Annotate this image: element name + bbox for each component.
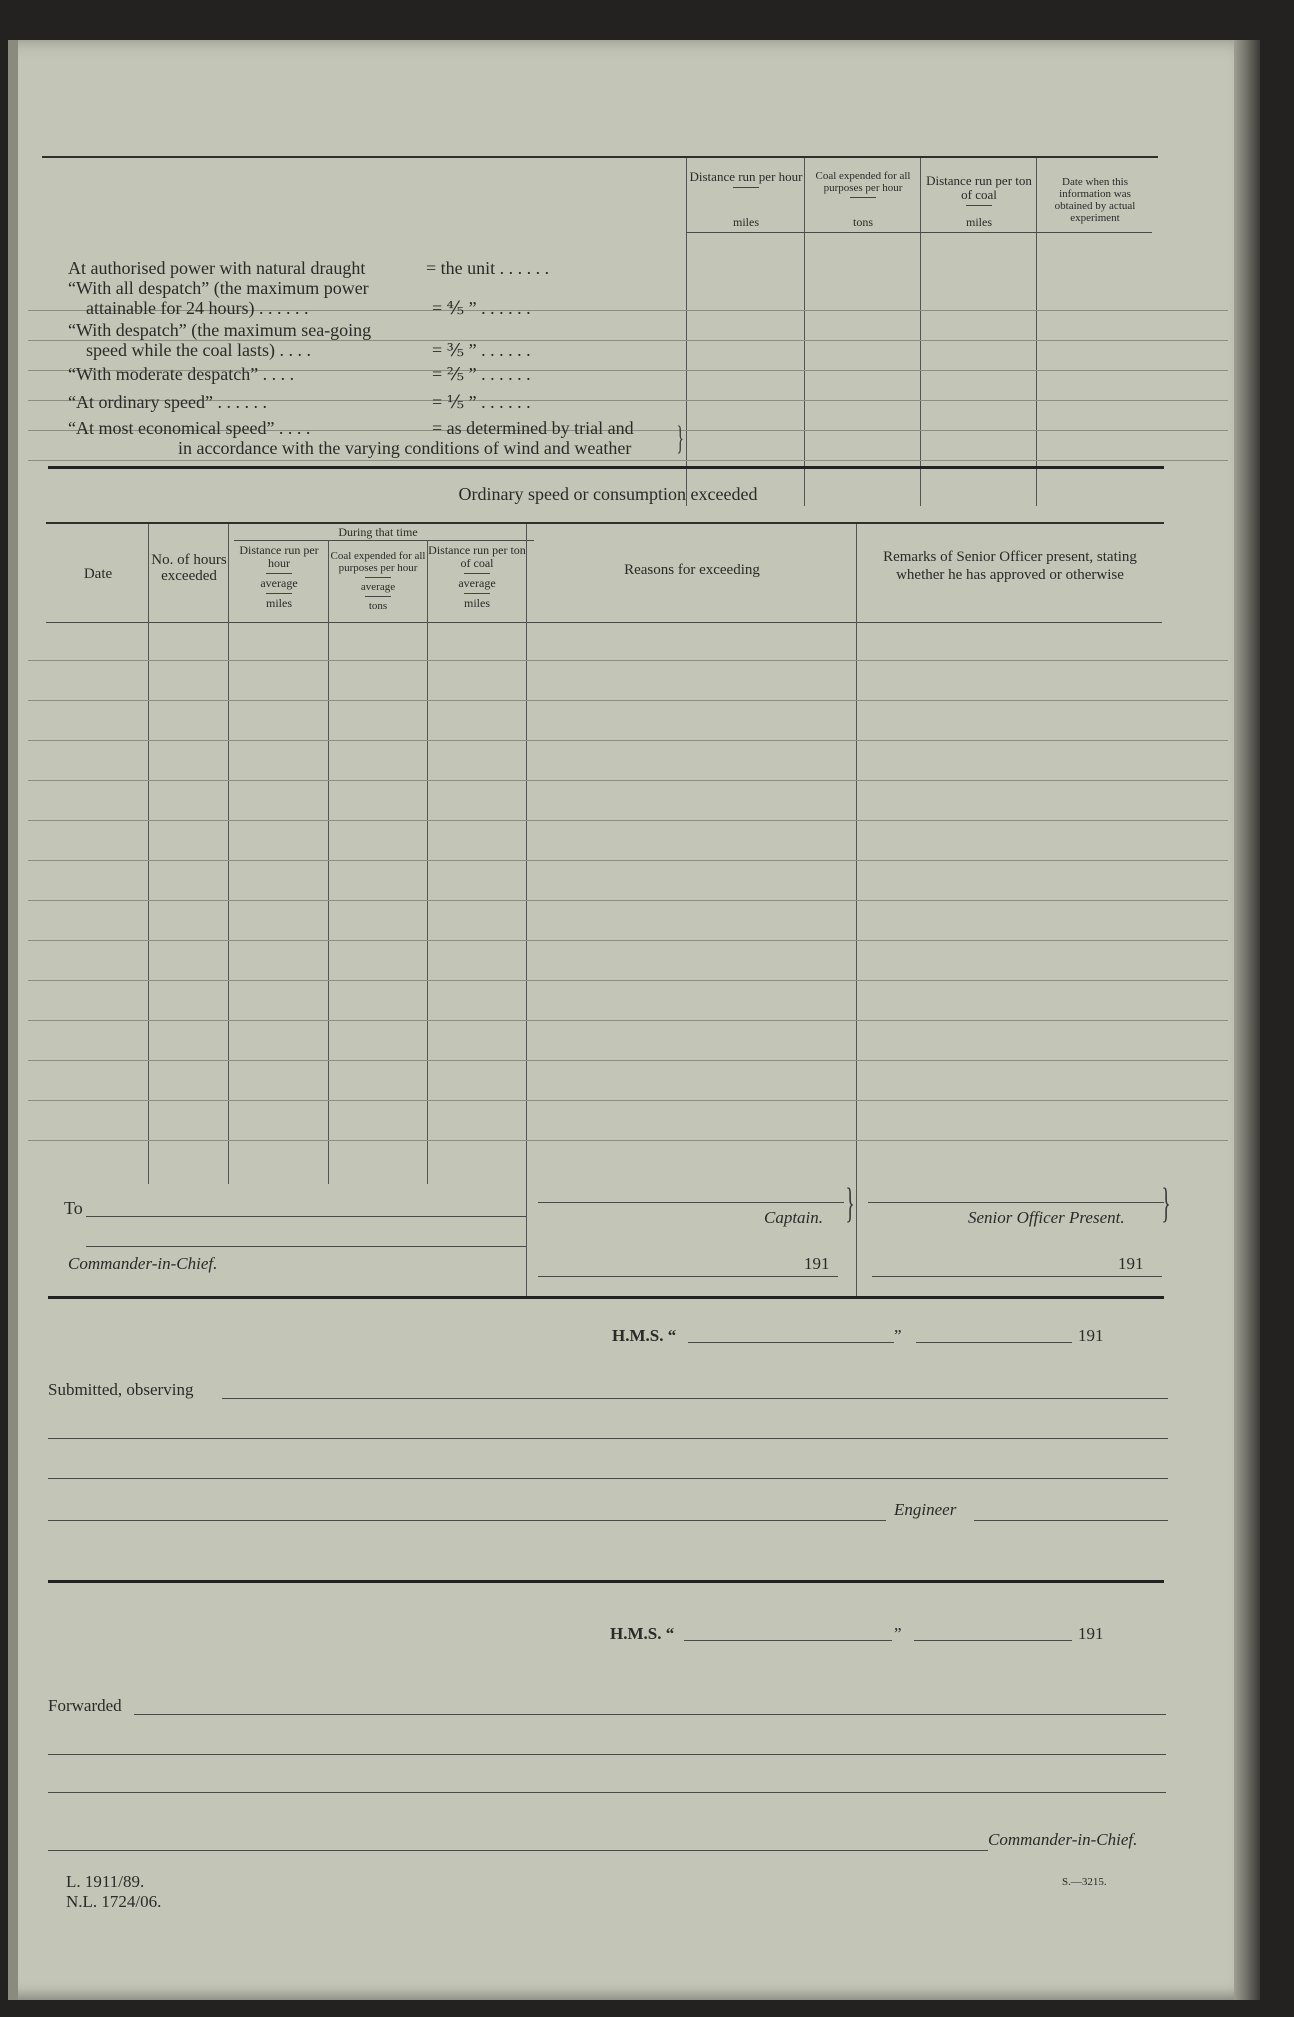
submitted-line-1: [222, 1398, 1168, 1399]
col-date: Date: [83, 566, 113, 582]
footer-ref-1: L. 1911/89.: [66, 1872, 145, 1891]
ruled-line: [28, 1020, 1228, 1021]
submitted-year: 191: [1078, 1326, 1104, 1345]
col-coal-per-hour: Coal expended for all purposes per hour average tons: [330, 550, 426, 612]
col-divider: [228, 524, 229, 1184]
power-row-despatch-value: = ⅗ ” . . . . . .: [432, 340, 531, 360]
ruled-line: [28, 1060, 1228, 1061]
section-rule: [48, 466, 1164, 469]
col-distance-per-ton: Distance run per ton of coal average miles: [428, 543, 526, 610]
header-col-date-experiment: Date when this information was obtained by actual experiment: [1054, 176, 1136, 224]
ruled-line: [28, 860, 1228, 861]
page-spine: [8, 40, 18, 2000]
header-col-coal: Coal expended for all purposes per hour: [806, 170, 920, 201]
ruled-line: [28, 780, 1228, 781]
col-divider: [328, 540, 329, 1184]
forwarded-label: Forwarded: [48, 1696, 122, 1715]
to-commander-label: Commander-in-Chief.: [68, 1254, 218, 1273]
submitted-date-line: [916, 1342, 1072, 1343]
col-remarks: Remarks of Senior Officer present, stating whether he has approved or otherwise: [883, 549, 1137, 583]
forwarded-line-3: [48, 1792, 1166, 1793]
power-row-all-despatch-value: = ⅘ ” . . . . . .: [432, 298, 531, 318]
forwarded-ship-name-line: [684, 1640, 892, 1641]
captain-date-line: [538, 1276, 838, 1277]
ruled-line: [28, 900, 1228, 901]
to-line: [86, 1216, 526, 1217]
col-divider: [804, 158, 805, 506]
section-rule: [48, 1580, 1164, 1583]
submitted-line-4: [48, 1520, 886, 1521]
ruled-line: [28, 740, 1228, 741]
power-row-moderate-value: = ⅖ ” . . . . . .: [432, 364, 531, 384]
forwarded-close-quote: ”: [894, 1624, 902, 1643]
captain-year: 191: [804, 1254, 830, 1273]
submitted-ship-name-line: [688, 1342, 894, 1343]
header-unit-miles: miles: [733, 215, 759, 229]
power-row-despatch: “With despatch” (the maximum sea-going: [68, 320, 372, 340]
col-distance-per-hour: Distance run per hour average miles: [239, 543, 319, 610]
power-row-all-despatch-2: attainable for 24 hours) . . . . . .: [86, 298, 309, 318]
power-row-ordinary: “At ordinary speed” . . . . . .: [68, 392, 267, 412]
ruled-line: [28, 940, 1228, 941]
power-row-moderate: “With moderate despatch” . . . .: [68, 364, 295, 384]
power-row-despatch-2: speed while the coal lasts) . . . .: [86, 340, 311, 360]
col-divider: [920, 158, 921, 506]
captain-label: Captain.: [764, 1208, 824, 1227]
forwarded-hms: H.M.S. “: [610, 1624, 675, 1643]
header-unit-miles-2: miles: [966, 215, 992, 229]
power-row-economical-2: in accordance with the varying conditions of wind and weather: [178, 438, 632, 458]
submitted-label: Submitted, observing: [48, 1380, 194, 1399]
power-row-all-despatch: “With all despatch” (the maximum power: [68, 278, 369, 298]
submitted-close-quote: ”: [894, 1326, 902, 1345]
power-row-authorised: At authorised power with natural draught: [68, 258, 366, 278]
power-row-economical: “At most economical speed” . . . .: [68, 418, 311, 438]
form-page: [8, 40, 1260, 2000]
section-title: Ordinary speed or consumption exceeded: [458, 484, 758, 504]
forwarded-year: 191: [1078, 1624, 1104, 1643]
table-header-bottom: [46, 622, 1162, 623]
section-rule: [48, 1296, 1164, 1299]
ruled-line: [28, 700, 1228, 701]
forwarded-commander-label: Commander-in-Chief.: [988, 1830, 1138, 1849]
power-row-economical-value: = as determined by trial and: [432, 418, 634, 438]
senior-officer-year: 191: [1118, 1254, 1144, 1273]
col-divider: [526, 524, 527, 1298]
engineer-sign-line: [974, 1520, 1168, 1521]
col-divider: [427, 540, 428, 1184]
ruled-line: [28, 1140, 1228, 1141]
header-bottom-rule: [686, 232, 1152, 233]
forwarded-line-4: [48, 1850, 988, 1851]
captain-sign-line: [538, 1202, 844, 1203]
footer-code: S.—3215.: [1062, 1876, 1107, 1888]
forwarded-date-line: [914, 1640, 1072, 1641]
to-label: To: [64, 1198, 83, 1218]
brace-icon: }: [845, 1181, 855, 1227]
senior-officer-sign-line: [868, 1202, 1164, 1203]
col-divider: [1036, 158, 1037, 506]
submitted-line-2: [48, 1438, 1168, 1439]
forwarded-line-1: [134, 1714, 1166, 1715]
page-edge: [1234, 40, 1260, 2000]
header-col-distance: Distance run per hour: [688, 170, 804, 191]
top-rule: [42, 156, 1158, 158]
during-that-time: During that time: [338, 525, 418, 539]
during-rule: [234, 540, 534, 541]
brace-icon: }: [1161, 1181, 1171, 1227]
col-divider: [686, 158, 687, 506]
to-line-2: [86, 1246, 526, 1247]
ruled-line: [28, 820, 1228, 821]
header-col-per-ton: Distance run per ton of coal: [922, 174, 1036, 209]
senior-officer-date-line: [872, 1276, 1162, 1277]
col-divider: [148, 524, 149, 1184]
col-reasons: Reasons for exceeding: [624, 562, 760, 578]
header-unit-tons: tons: [852, 215, 873, 229]
engineer-label: Engineer: [894, 1500, 957, 1519]
footer-ref-2: N.L. 1724/06.: [66, 1892, 162, 1911]
power-row-ordinary-value: = ⅕ ” . . . . . .: [432, 392, 531, 412]
ruled-line: [28, 1100, 1228, 1101]
ruled-line: [28, 660, 1228, 661]
forwarded-line-2: [48, 1754, 1166, 1755]
col-divider: [856, 524, 857, 1298]
ruled-line: [28, 980, 1228, 981]
power-row-authorised-value: = the unit . . . . . .: [426, 258, 550, 278]
brace-icon: }: [676, 420, 684, 457]
ruled-line: [28, 460, 1228, 461]
table-top-rule: [46, 522, 1164, 524]
senior-officer-label: Senior Officer Present.: [968, 1208, 1125, 1227]
submitted-hms: H.M.S. “: [612, 1326, 677, 1345]
col-hours: No. of hours exceeded: [151, 552, 227, 584]
submitted-line-3: [48, 1478, 1168, 1479]
